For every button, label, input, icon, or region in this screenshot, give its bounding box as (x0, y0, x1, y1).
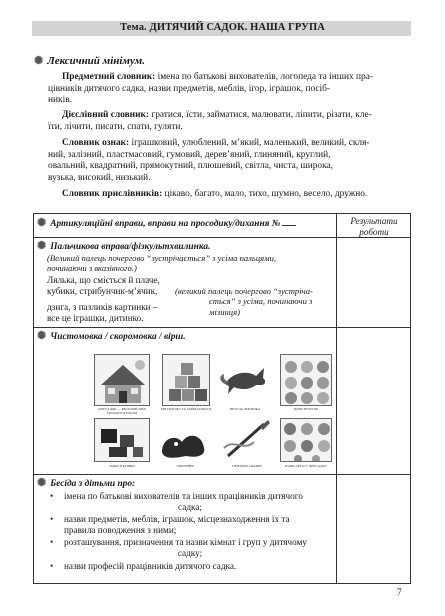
group-faces-illustration (280, 418, 332, 462)
illustration-caption: НАШІ ІГРАШКИ (109, 464, 135, 468)
illustration-caption: ВЕСЕЛА ЛИСИЧКА (229, 407, 261, 411)
conversation-item-line: розташування, призначення та назви кімнат і груп у дитячому (64, 537, 307, 547)
illustration-caption: КОНСТРУКТОР (293, 407, 319, 411)
column-divider (336, 214, 337, 583)
articulation-heading-text: Артикуляційні вправи, вправи на просодику/дихання № (50, 219, 281, 229)
adjective-line: іграшковий, улюблений, м’який, маленький, великий, скля- (131, 138, 370, 148)
finger-instruction (47, 253, 276, 274)
dark-blocks-illustration (94, 418, 150, 462)
kindergarten-house-illustration (94, 354, 150, 406)
page-number: 7 (397, 588, 402, 598)
finger-rhyme-line: Лялька, що сміється й плаче, (47, 275, 160, 285)
adjective-line: овальний, квадратний, прямокутний, плюшевий, світла, чиста, широка, (48, 161, 334, 172)
conversation-item-line: правила поводження з ними; (64, 524, 177, 535)
adjective-lead: Словник ознак: (62, 138, 130, 148)
finger-instruction-line: ється” з усіма, починаючи з мізинця) (209, 296, 313, 317)
tongue-twister-heading-text: Чистомовка / скоромовка / вірш. (50, 332, 186, 342)
results-heading (337, 214, 411, 238)
conversation-item-line: назви предметів, меблів, іграшок, місцезнаходження їх та (64, 514, 290, 524)
conversation-item-line: назви професій працівників дитячого садка. (64, 561, 237, 571)
children-faces-illustration (280, 354, 332, 406)
toy-blocks-illustration (162, 354, 210, 406)
bullet-icon: • (50, 514, 54, 524)
illustration-caption: МИ ГРАЄМО ТА ЗАЙМАЄМОСЯ (160, 407, 212, 411)
adjective-line: ний, залізний, пластмасовий, гумовий, дерев’яний, глиняний, круглий, (48, 149, 331, 160)
conversation-item-line: садка; (178, 501, 202, 512)
playdough-illustration (156, 418, 214, 462)
row-divider (34, 327, 410, 328)
lexical-heading (34, 54, 145, 67)
finger-instruction-line: починаючи з вказівного.) (47, 263, 137, 274)
conversation-item-line: імена по батькові вихователів та інших працівників дитячого (64, 491, 303, 501)
adverb-vocabulary (48, 189, 403, 201)
conversation-item (50, 514, 330, 536)
finger-instruction-2 (175, 286, 325, 317)
number-blank (282, 225, 296, 226)
finger-rhyme-line: все це іграшки, дитинко. (47, 313, 144, 323)
noun-lead: Предметний словник: (62, 72, 156, 82)
verb-vocabulary (48, 110, 403, 133)
conversation-item (50, 491, 330, 513)
gear-bullet-icon: ✺ (37, 330, 47, 342)
conversation-heading-text: Бесіда з дітьми про: (50, 479, 136, 489)
finger-rhyme-line: дзига, з пазликів картинки – (47, 302, 158, 312)
adjective-vocabulary (48, 138, 403, 185)
adverb-lead: Словник прислівників: (62, 189, 163, 199)
gear-bullet-icon: ✺ (37, 217, 47, 229)
tongue-twister-heading (37, 331, 186, 343)
row-divider (34, 474, 410, 475)
finger-instruction-line: (великий палець почергово “зустріча- (175, 286, 313, 296)
illustration-caption: ЛІПЛЕННЯ (176, 464, 194, 468)
illustration-caption: ДИТСАДОК — ВЕСЕЛИЙ ДІМ! ГРАЄМОСЯ РАЗОМ (98, 407, 146, 415)
paint-brush-illustration (220, 418, 274, 462)
lexical-heading-text: Лексичний мінімум. (47, 55, 145, 67)
noun-vocabulary (48, 72, 403, 107)
noun-line: ників. (48, 95, 72, 106)
results-heading-line: Результати (350, 216, 398, 226)
bullet-icon: • (50, 561, 54, 571)
finger-exercise-heading-text: Пальчикова вправа/фізкультхвилинка. (50, 242, 211, 252)
gear-bullet-icon: ✺ (37, 477, 47, 489)
illustration-caption: ПЕНЗЛИК І ФАРБИ (232, 464, 262, 468)
adjective-line: вузька, високий, низький. (48, 173, 151, 184)
adverb-text: цікаво, багато, мало, тихо, шумно, весело, дружно. (164, 189, 368, 199)
gear-bullet-icon: ✺ (37, 240, 47, 252)
fox-illustration (220, 354, 270, 402)
finger-instruction-line: (Великий палець почергово “зустрічається” з усіма пальцями, (47, 253, 277, 263)
articulation-heading (37, 218, 296, 230)
bullet-icon: • (50, 537, 54, 547)
gear-bullet-icon: ✺ (34, 55, 44, 67)
conversation-item (50, 537, 330, 559)
finger-rhyme-line: кубики, стрибунчик-м’ячик, (47, 286, 158, 296)
conversation-item (50, 561, 330, 572)
conversation-heading (37, 478, 135, 490)
conversation-item-line: садку; (177, 547, 203, 558)
noun-line: цівників дитячого садка, назви предметів, меблів, ігор, іграшок, посіб- (48, 83, 331, 94)
noun-line: імена по батькові вихователів, логопеда та інших пра- (157, 72, 374, 82)
verb-lead: Дієслівний словник: (62, 110, 150, 120)
finger-exercise-heading (37, 241, 210, 253)
lesson-table (33, 213, 411, 584)
bullet-icon: • (50, 491, 54, 501)
illustration-caption: НАШІ ДРУЗІ У ДИТСАДКУ (285, 464, 327, 468)
verb-line: їти, лічити, писати, спати, гуляти. (48, 121, 183, 132)
page-title: Тема. ДИТЯЧИЙ САДОК. НАША ГРУПА (120, 22, 325, 33)
results-heading-line: роботи (359, 227, 389, 237)
verb-line: гратися, їсти, займатися, малювати, ліпити, різати, кле- (151, 110, 372, 120)
